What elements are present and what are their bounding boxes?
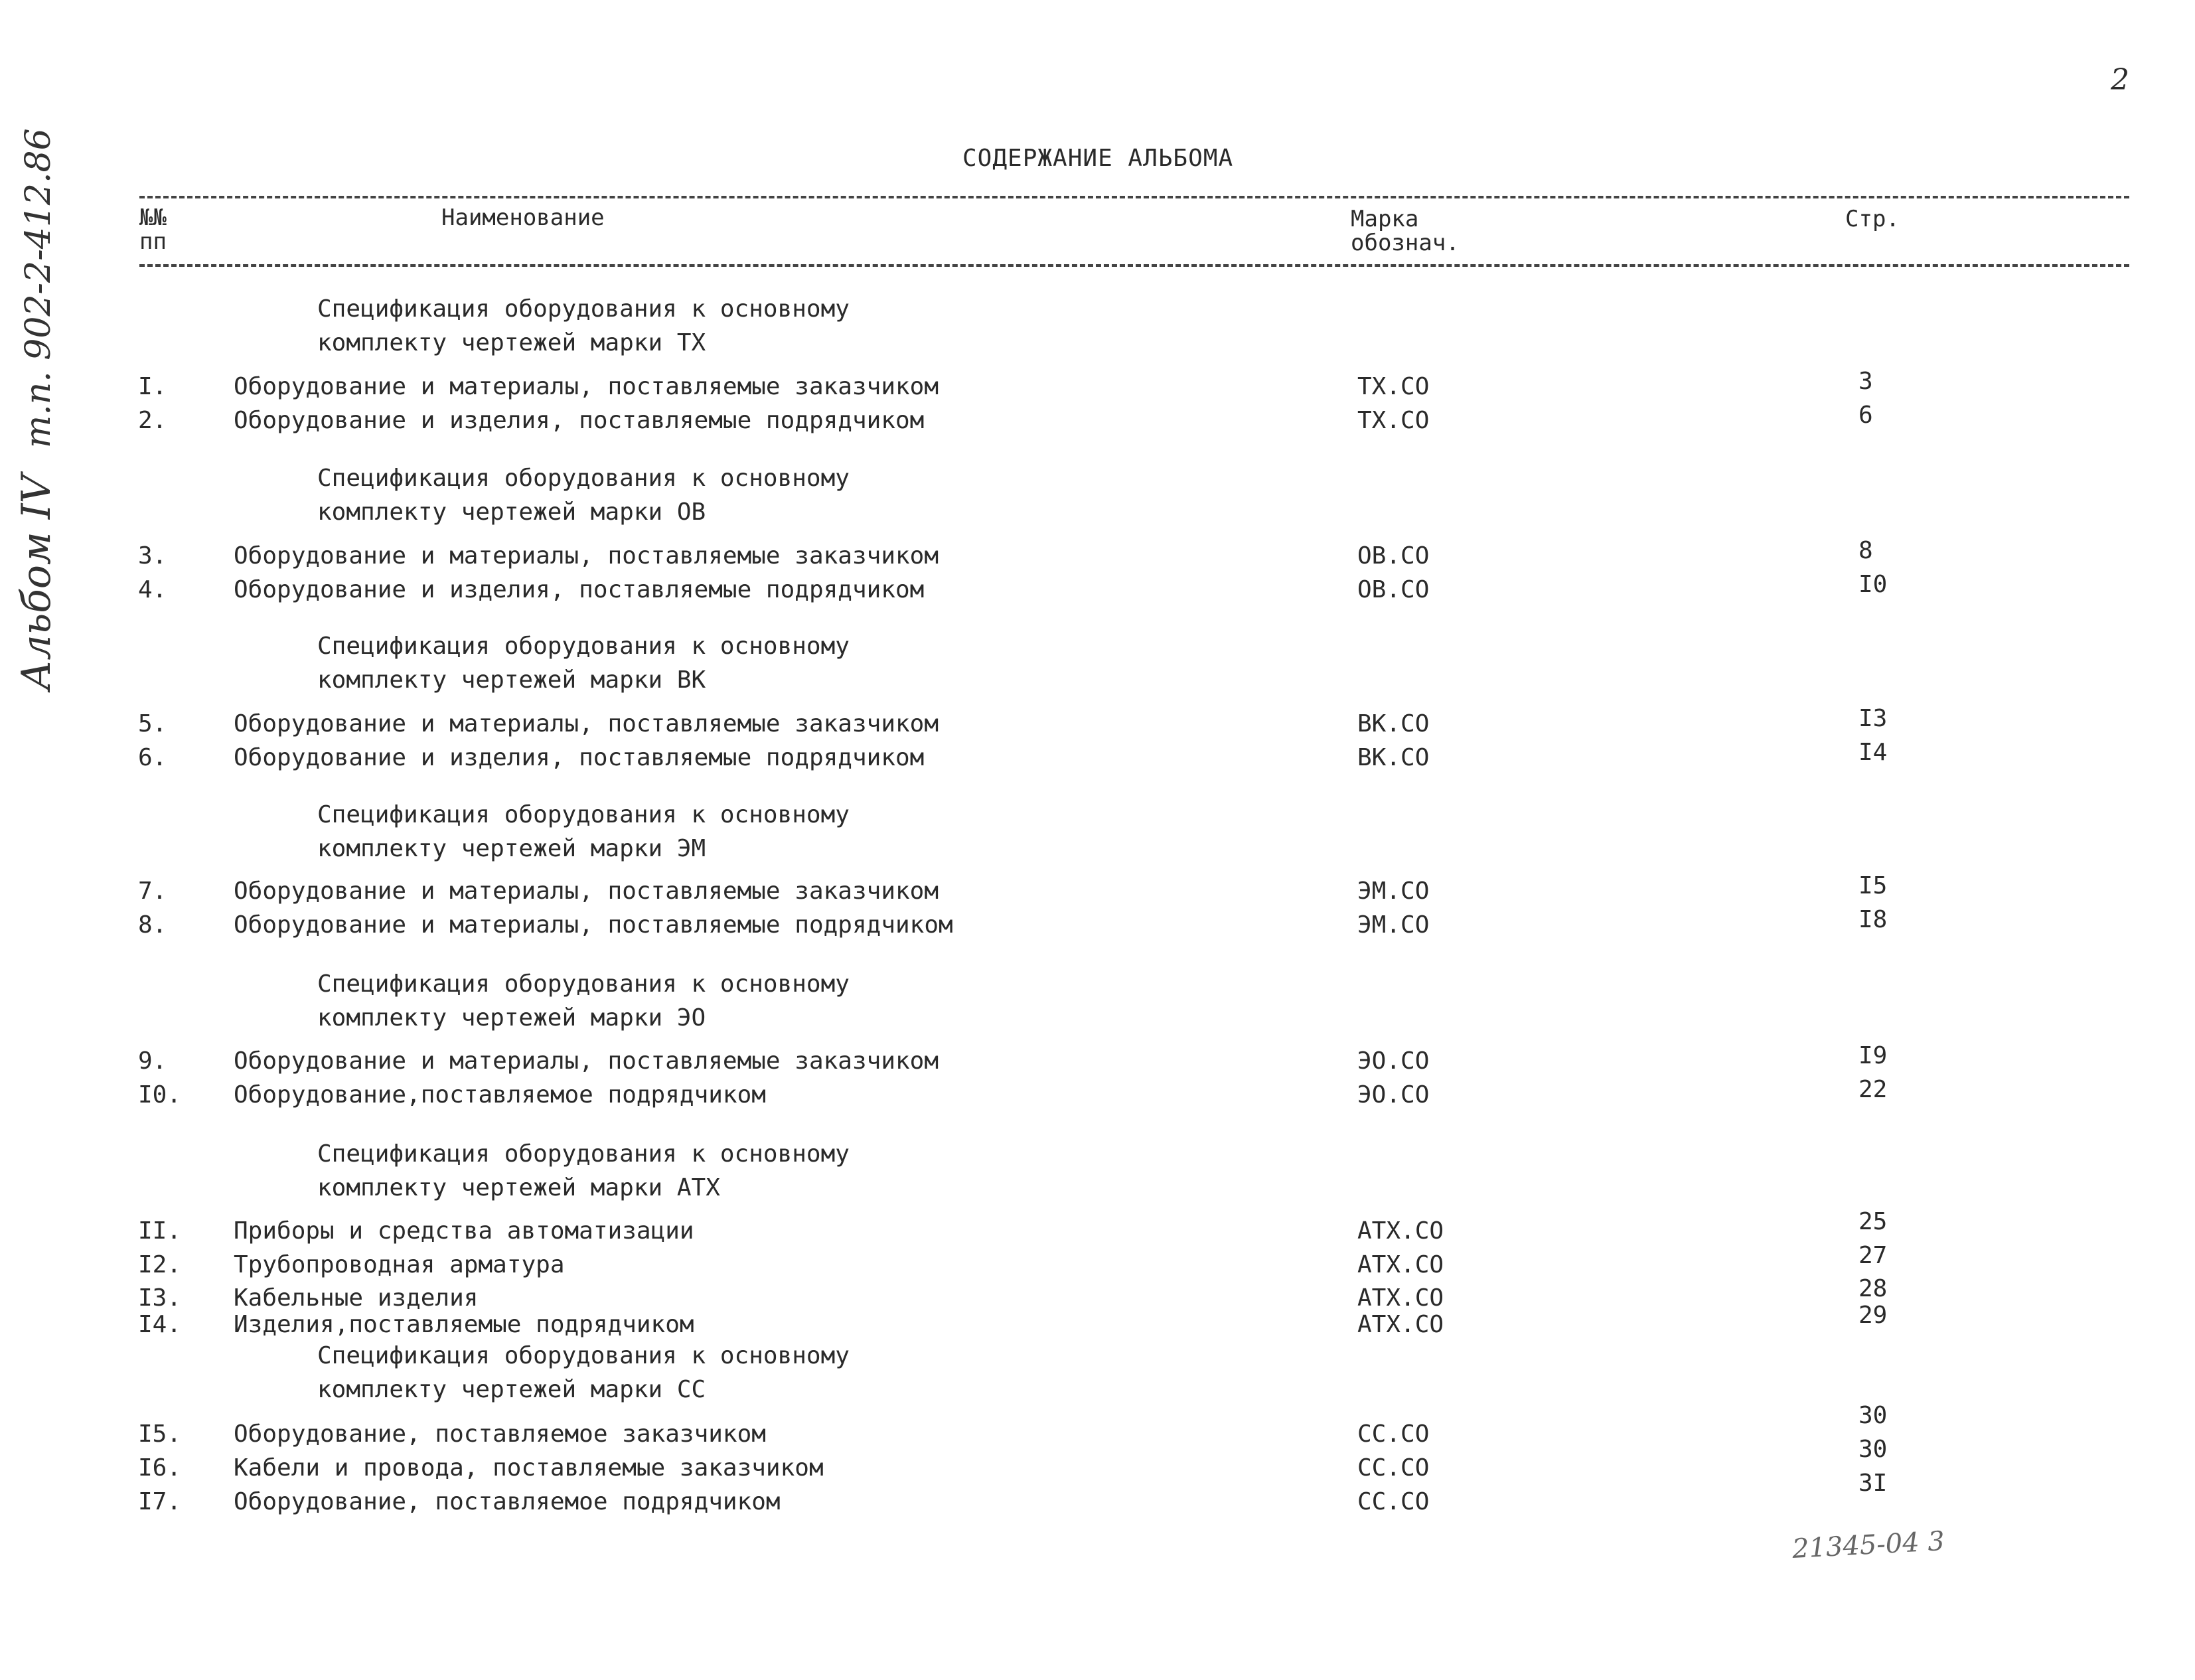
row-mark: СС.СО	[1357, 1420, 1430, 1448]
row-mark: АТХ.СО	[1357, 1311, 1444, 1338]
row-mark: АТХ.СО	[1357, 1251, 1444, 1278]
row-name: Оборудование и материалы, поставляемые заказчиком	[234, 710, 939, 737]
row-name: Оборудование, поставляемое заказчиком	[234, 1420, 766, 1448]
side-label	[13, 128, 60, 690]
row-page: I0	[1858, 571, 1888, 598]
header-page: Стр.	[1845, 206, 1900, 232]
row-number: II.	[138, 1217, 182, 1245]
row-number: I0.	[138, 1081, 182, 1108]
row-page: I8	[1858, 906, 1888, 933]
row-mark: ОВ.СО	[1357, 542, 1430, 570]
row-mark: ВК.СО	[1357, 710, 1430, 737]
row-name: Оборудование и изделия, поставляемые подрядчиком	[234, 407, 925, 434]
row-name: Изделия,поставляемые подрядчиком	[234, 1311, 694, 1338]
row-name: Кабели и провода, поставляемые заказчиком	[234, 1454, 824, 1482]
row-page: 27	[1858, 1242, 1888, 1269]
row-number: 3.	[138, 542, 167, 570]
row-number: 4.	[138, 576, 167, 603]
row-page: I4	[1858, 739, 1888, 766]
row-number: 2.	[138, 407, 167, 434]
row-name: Оборудование и изделия, поставляемые подрядчиком	[234, 744, 925, 771]
row-mark: ВК.СО	[1357, 744, 1430, 771]
header-num: №№ пп	[139, 204, 167, 255]
row-name: Оборудование и материалы, поставляемые заказчиком	[234, 542, 939, 570]
section-heading-line: комплекту чертежей марки СС	[317, 1376, 706, 1403]
row-name: Оборудование, поставляемое подрядчиком	[234, 1488, 781, 1515]
section-heading-line: комплекту чертежей марки АТХ	[317, 1174, 720, 1201]
row-number: I6.	[138, 1454, 182, 1482]
header-bottom-rule	[139, 264, 2129, 267]
row-mark: ОВ.СО	[1357, 576, 1430, 603]
row-name: Оборудование и материалы, поставляемые заказчиком	[234, 878, 939, 905]
section-heading-line: Спецификация оборудования к основному	[317, 633, 850, 660]
row-page: 6	[1858, 402, 1873, 429]
row-page: I3	[1858, 705, 1888, 732]
row-name: Оборудование и материалы, поставляемые подрядчиком	[234, 911, 953, 939]
row-number: I3.	[138, 1284, 182, 1312]
project-code: т.п. 902-2-412.86	[19, 128, 58, 449]
row-page: 3I	[1858, 1470, 1888, 1497]
row-mark: СС.СО	[1357, 1488, 1430, 1515]
row-number: I2.	[138, 1251, 182, 1278]
row-mark: ТХ.СО	[1357, 373, 1430, 400]
section-heading-line: Спецификация оборудования к основному	[317, 1140, 850, 1168]
archive-stamp: 21345-04 3	[1791, 1526, 1945, 1565]
row-page: 30	[1858, 1436, 1888, 1463]
row-page: 22	[1858, 1076, 1888, 1103]
row-mark: ТХ.СО	[1357, 407, 1430, 434]
row-name: Оборудование и материалы, поставляемые заказчиком	[234, 373, 939, 400]
row-name: Оборудование и материалы, поставляемые заказчиком	[234, 1047, 939, 1075]
document-title: СОДЕРЖАНИЕ АЛЬБОМА	[962, 145, 1234, 172]
row-mark: ЭО.СО	[1357, 1047, 1430, 1075]
section-heading-line: Спецификация оборудования к основному	[317, 801, 850, 828]
row-number: 7.	[138, 878, 167, 905]
row-page: 30	[1858, 1402, 1888, 1429]
section-heading-line: Спецификация оборудования к основному	[317, 1342, 850, 1369]
row-mark: ЭМ.СО	[1357, 911, 1430, 939]
section-heading-line: комплекту чертежей марки ТХ	[317, 329, 706, 356]
header-name: Наименование	[441, 204, 605, 231]
album-label: Альбом IV	[13, 475, 60, 690]
row-name: Трубопроводная арматура	[234, 1251, 565, 1278]
row-name: Приборы и средства автоматизации	[234, 1217, 694, 1245]
section-heading-line: комплекту чертежей марки ЭМ	[317, 835, 706, 862]
header-top-rule	[139, 196, 2129, 198]
row-page: 25	[1858, 1208, 1888, 1235]
row-name: Оборудование,поставляемое подрядчиком	[234, 1081, 766, 1108]
row-mark: СС.СО	[1357, 1454, 1430, 1482]
row-number: I.	[138, 373, 167, 400]
section-heading-line: комплекту чертежей марки ЭО	[317, 1004, 706, 1031]
row-name: Оборудование и изделия, поставляемые подрядчиком	[234, 576, 925, 603]
section-heading-line: Спецификация оборудования к основному	[317, 970, 850, 998]
row-number: 8.	[138, 911, 167, 939]
row-mark: АТХ.СО	[1357, 1217, 1444, 1245]
row-page: 28	[1858, 1275, 1888, 1302]
row-number: 6.	[138, 744, 167, 771]
header-mark: Марка обознач.	[1351, 206, 1460, 256]
row-name: Кабельные изделия	[234, 1284, 479, 1312]
row-number: 5.	[138, 710, 167, 737]
row-number: I5.	[138, 1420, 182, 1448]
row-number: I7.	[138, 1488, 182, 1515]
row-mark: ЭО.СО	[1357, 1081, 1430, 1108]
row-number: 9.	[138, 1047, 167, 1075]
row-mark: ЭМ.СО	[1357, 878, 1430, 905]
section-heading-line: комплекту чертежей марки ВК	[317, 666, 706, 694]
row-page: 29	[1858, 1302, 1888, 1329]
section-heading-line: Спецификация оборудования к основному	[317, 465, 850, 492]
row-mark: АТХ.СО	[1357, 1284, 1444, 1312]
row-page: I9	[1858, 1042, 1888, 1069]
section-heading-line: комплекту чертежей марки ОВ	[317, 498, 706, 526]
page-number: 2	[2111, 63, 2129, 97]
row-number: I4.	[138, 1311, 182, 1338]
row-page: I5	[1858, 872, 1888, 899]
row-page: 8	[1858, 537, 1873, 564]
row-page: 3	[1858, 368, 1873, 395]
section-heading-line: Спецификация оборудования к основному	[317, 295, 850, 323]
